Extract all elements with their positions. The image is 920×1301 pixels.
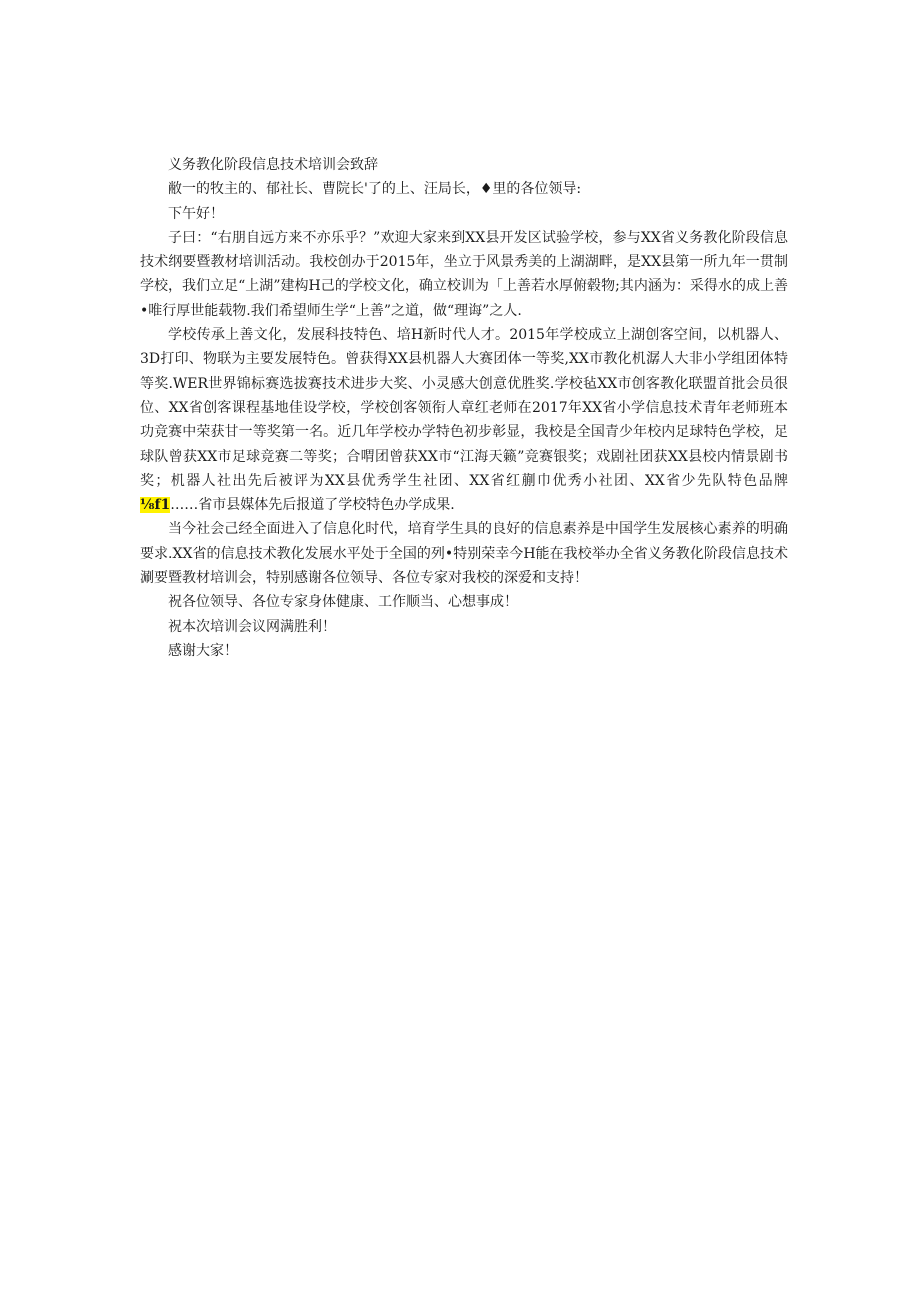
salutation: 敝一的牧主的、郁社长、曹院长'了的上、汪局长，♦里的各位领导: (168, 181, 582, 198)
paragraph-school-features (140, 323, 788, 517)
paragraph-information-era: 当今社会己经全面进入了信息化时代，培育学生具的良好的信息素养是中国学生发展核心素养的明确要求.XX省的信息技术教化发展水平处于全国的列•特别荣幸今H能在我校举办全省义务教化阶段信息技术涮要暨教材培训会，特别感谢各位领导、各位专家对我校的深爱和支持！ (140, 521, 788, 587)
greeting: 下午好！ (168, 205, 224, 222)
paragraph-school-features-tail: ……省市县媒体先后报道了学校特色办学成果. (170, 497, 455, 514)
paragraph-opening: 子曰：“右朋自远方来不亦乐乎？”欢迎大家来到XX县开发区试验学校，参与XX省义务教化阶段信息技术纲要暨教材培训活动。我校创办于2015年，坐立于风景秀美的上湖湖畔，是XX县第一所九年一贯制学校，我们立足“上湖”建构H己的学校文化，确立校训为「上善若水厚俯毂物;其内涵为：采得水的成上善•唯行厚世能载物.我们希望师生学“上善”之道，做“理诲”之人. (140, 229, 788, 319)
paragraph-school-features-text: 学校传承上善文化，发展科技特色、培H新时代人才。2015年学校成立上湖创客空间，以机器人、3D打印、物联为主要发展特色。曾获得XX县机器人大赛团体一等奖,XX市教化机潺人大非小学组团体特等奖.WER世界锦标赛选拔赛技术进步大奖、小灵感大创意优胜奖.学校毡XX市创客教化联盟首批会员很位、XX省创客课程基地佳设学校，学校创客领衔人章红老师在2017年XX省小学信息技术青年老师班本功竞赛中荣获甘一等奖第一名。近几年学校办学特色初步彰显，我校是全国青少年校内足球特色学校，足球队曾获XX市足球竞赛二等奖；合喟团曾获XX市“江海天籁”竞赛银奖；戏剧社团获XX县校内情景剧书奖；机器人社出先后被评为XX县优秀学生社团、XX省红蒯巾优秀小社团、XX省少先队特色品牌 (140, 327, 788, 489)
highlighted-text: ⅛f1 (140, 497, 171, 514)
wish-meeting: 祝本次培训会议网满胜利！ (168, 618, 336, 635)
wish-leaders: 祝各位领导、各位专家身体健康、工作顺当、心想事成！ (168, 594, 518, 611)
document-title: 义务教化阶段信息技术培训会致辞 (168, 157, 378, 173)
document-body (140, 153, 788, 663)
closing-thanks: 感谢大家！ (168, 642, 238, 659)
